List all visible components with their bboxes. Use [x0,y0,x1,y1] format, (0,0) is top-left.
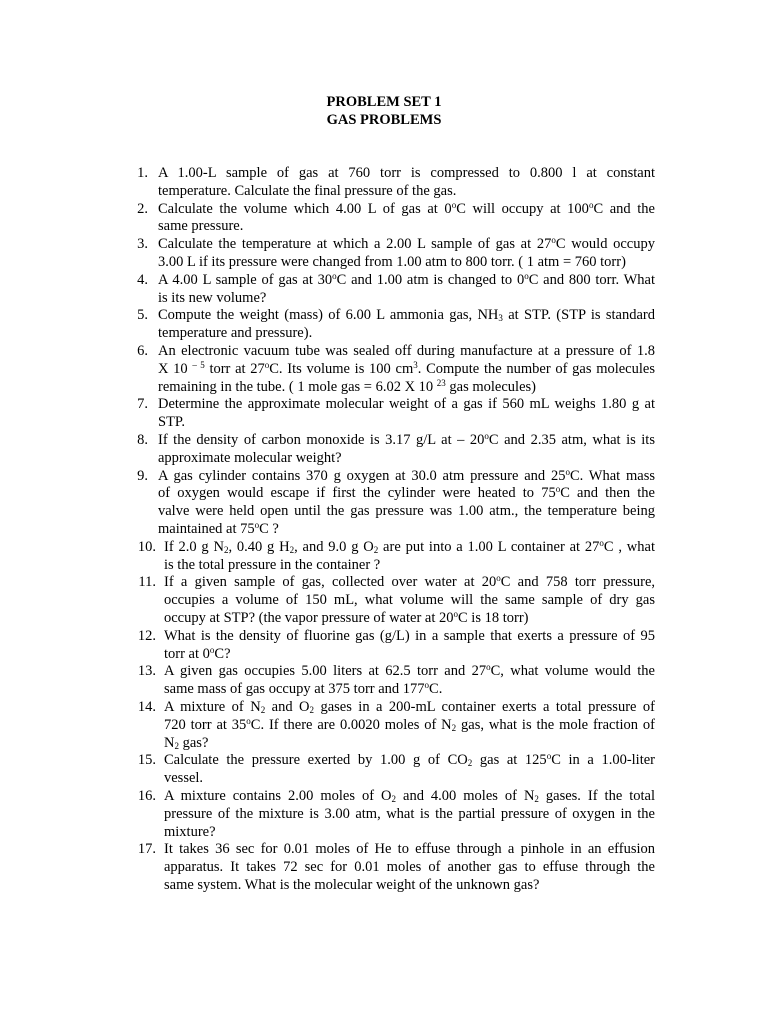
problem-text-line: X 10 $^{- 5}$ torr at 27$^o$C. Its volume is 100 $cm^3$. Compute the number of gas molecules [158,359,655,377]
problem-text [164,628,655,664]
problem-item [137,270,656,308]
problem-text [164,752,655,788]
problem-text-line: of oxygen would escape if first the cylinder were heated to 75$^o$C and then the [158,484,655,502]
problem-text [164,574,655,627]
problem-number: 9. [137,467,148,484]
problem-item [137,788,656,841]
problem-text-line: mixture? [164,823,216,840]
problem-item [137,199,655,237]
problem-text [164,539,655,575]
problem-number: 15. [137,752,156,769]
problem-text-line: If 2.0 g $N_2$, 0.40 g $H_2$, and 9.0 g $O_2$ are put into a 1.00 L container at 27$^o$C , what [164,537,655,555]
problem-number: 12. [137,627,156,644]
problem-text-line: Calculate the volume which 4.00 L of gas at 0$^o$C will occupy at 100$^o$C and the [158,199,655,217]
problem-item [137,841,655,894]
problem-text-line: is the total pressure in the container ? [164,556,381,573]
problem-number: 10. [137,538,156,555]
problem-text-line: STP. [158,414,186,431]
problem-text-line: same pressure. [158,218,244,235]
problem-number: 6. [137,343,148,359]
problem-item [137,699,655,752]
problem-item [137,662,655,699]
problem-text [164,663,655,699]
problem-item [137,343,655,396]
problem-text-line: temperature and pressure). [158,325,313,342]
problem-text-line: Calculate the pressure exerted by 1.00 g of $CO_2$ gas at 125$^o$C in a 1.00-liter [164,751,655,769]
problem-text [158,165,655,201]
problem-text [158,343,655,396]
problem-text-line: A 1.00-L sample of gas at 760 torr is compressed to 0.800 l at constant [158,165,655,181]
problem-text-line: An electronic vacuum tube was sealed off during manufacture at a pressure of 1.8 [158,343,655,359]
problem-text-line: same mass of gas occupy at 375 torr and 177$^o$C. [164,680,443,698]
problem-text [164,699,655,752]
page-subtitle: GAS PROBLEMS [326,112,442,128]
problem-text-line: 720 torr at 35$^o$C. If there are 0.0020 moles of $N_2$ gas, what is the mole fraction of [164,715,655,733]
problem-text [158,468,655,539]
problem-text [158,272,655,308]
problem-number: 3. [137,236,148,253]
problem-text-line: A gas cylinder contains 370 g oxygen at 30.0 atm pressure and 25$^o$C. What mass [158,466,655,484]
problem-number: 2. [137,200,148,217]
problem-text-line: If the density of carbon monoxide is 3.17 g/L at – 20$^o$C and 2.35 atm, what is its [158,431,655,448]
problem-item [137,537,655,575]
problem-text-line: What is the density of fluorine gas (g/L) in a sample that exerts a pressure of 95 [164,627,655,644]
problem-text-line: same system. What is the molecular weight of the unknown gas? [164,876,540,893]
problem-text [158,432,655,468]
problem-text-line: occupy at STP? (the vapor pressure of water at 20$^o$C is 18 torr) [164,608,529,626]
problem-item [137,307,655,343]
page-title: PROBLEM SET 1 [326,94,442,110]
problem-number: 16. [137,788,156,804]
problem-text-line: A 4.00 L sample of gas at 30$^o$C and 1.00 atm is changed to 0$^o$C and 800 torr. What [158,270,656,288]
problem-number: 1. [137,165,148,181]
problem-text-line: apparatus. It takes 72 sec for 0.01 moles of another gas to effuse through the [164,859,655,876]
problem-item [137,431,655,468]
problem-text [164,788,655,841]
problem-item [137,751,655,788]
problem-text-line: A mixture of $N_2$ and $O_2$ gases in a 200-mL container exerts a total pressure of [164,699,655,715]
problem-text-line: 3.00 L if its pressure were changed from 1.00 atm to 800 torr. ( 1 atm = 760 torr) [158,253,626,270]
problem-text-line: torr at 0$^o$C? [164,644,231,662]
problem-number: 14. [137,699,156,715]
problem-item [138,573,656,627]
problem-text [158,396,655,432]
problem-text-line: $N_2$ gas? [164,734,209,751]
problem-number: 11. [138,574,156,591]
problem-text-line: is its new volume? [158,289,267,306]
problem-text-line: pressure of the mixture is 3.00 atm, what is the partial pressure of oxygen in the [164,805,655,822]
problem-text-line: If a given sample of gas, collected over water at 20$^o$C and 758 torr pressure, [164,573,656,591]
problem-text-line: Compute the weight (mass) of 6.00 L ammonia gas, $NH_3$ at STP. (STP is standard [158,307,655,324]
problem-number: 8. [137,432,148,448]
problem-text-line: occupies a volume of 150 mL, what volume will the same sample of dry gas [164,592,655,609]
problem-text-line: temperature. Calculate the final pressure of the gas. [158,182,457,199]
problem-text-line: approximate molecular weight? [158,449,342,466]
problem-text [164,841,655,894]
problem-text-line: Determine the approximate molecular weight of a gas if 560 mL weighs 1.80 g at [158,396,655,413]
problem-item [137,627,655,664]
problem-number: 17. [137,841,156,858]
problem-text [158,201,655,237]
problem-number: 5. [137,307,148,324]
problem-text-line: remaining in the tube. ( 1 mole gas = 6.02 X 10 $^{23}$ gas molecules) [158,377,536,395]
problem-text-line: maintained at 75$^o$C ? [158,519,279,537]
problem-text-line: Calculate the temperature at which a 2.00 L sample of gas at 27$^o$C would occupy [158,235,655,253]
problem-text-line: A given gas occupies 5.00 liters at 62.5 torr and 27$^o$C, what volume would the [164,662,655,680]
problem-number: 7. [137,396,148,413]
problem-item [137,466,655,539]
problem-text-line: It takes 36 sec for 0.01 moles of He to effuse through a pinhole in an effusion [164,841,655,858]
problem-text-line: A mixture contains 2.00 moles of $O_2$ and 4.00 moles of $N_2$ gases. If the total [164,788,656,804]
problem-text-line: valve were held open until the gas pressure was 1.00 atm., the temperature being [158,503,655,520]
problem-text [158,236,655,272]
problem-item [137,235,655,272]
problem-item [137,165,655,201]
problem-number: 13. [137,663,156,680]
problem-text [158,307,655,343]
problem-item [137,396,655,432]
problem-number: 4. [137,271,148,288]
problem-text-line: vessel. [164,770,204,787]
